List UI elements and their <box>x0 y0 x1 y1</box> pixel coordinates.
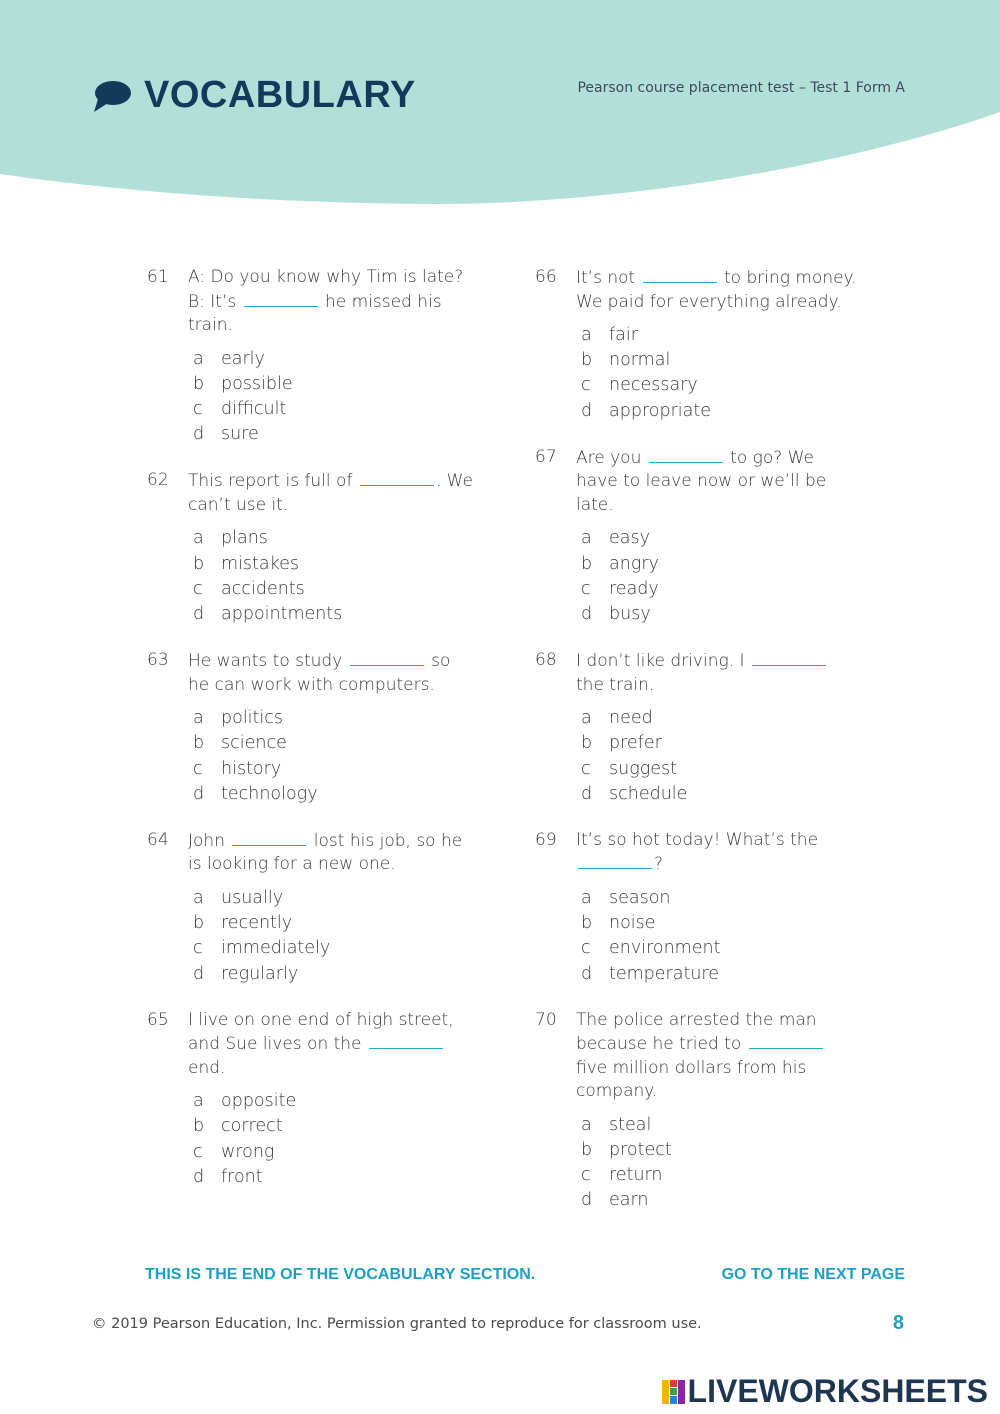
option-d[interactable]: d appointments <box>193 603 343 624</box>
section-end-note: THIS IS THE END OF THE VOCABULARY SECTION. <box>145 1266 536 1283</box>
question-text: Are you to go? We have to leave now or we’ll be late. <box>576 447 827 515</box>
answer-options <box>581 526 865 627</box>
option-a[interactable]: a need <box>581 708 653 729</box>
option-c[interactable]: c history <box>193 758 282 779</box>
option-d[interactable]: d front <box>193 1166 263 1187</box>
option-d[interactable]: d schedule <box>581 783 688 804</box>
answer-blank[interactable] <box>752 649 826 666</box>
option-c[interactable]: c suggest <box>581 758 677 779</box>
option-b[interactable]: b noise <box>581 913 656 934</box>
answer-blank[interactable] <box>749 1032 823 1049</box>
question-number: 70 <box>535 1009 557 1030</box>
liveworksheets-logo-icon <box>662 1378 686 1406</box>
answer-options <box>581 1113 865 1214</box>
question-text: I live on one end of high street, and Sue lives on the end. <box>188 1009 454 1078</box>
question-number: 61 <box>147 267 169 287</box>
question-text: I don’t like driving. I the train. <box>576 649 861 697</box>
answer-options <box>193 1089 477 1190</box>
option-b[interactable]: b normal <box>581 350 671 371</box>
question-number: 62 <box>147 470 169 491</box>
option-b[interactable]: b prefer <box>581 733 662 754</box>
question-number: 68 <box>535 650 557 671</box>
question-text: The police arrested the man because he tried to five million dollars from his company. <box>576 1009 861 1104</box>
question-68 <box>535 649 865 807</box>
question-text: A: Do you know why Tim is late? B: It’s he missed his train. <box>188 267 464 335</box>
option-a[interactable]: a plans <box>193 528 268 549</box>
option-a[interactable]: a season <box>581 887 671 908</box>
liveworksheets-brand[interactable] <box>662 1373 988 1410</box>
answer-blank[interactable] <box>244 290 318 307</box>
option-d[interactable]: d technology <box>193 783 318 804</box>
question-number: 65 <box>147 1009 169 1030</box>
option-d[interactable]: d earn <box>581 1190 649 1211</box>
answer-options <box>581 886 865 987</box>
answer-blank[interactable] <box>649 446 723 463</box>
next-page-link[interactable]: GO TO THE NEXT PAGE <box>721 1266 905 1283</box>
answer-options <box>581 706 865 807</box>
question-69 <box>535 829 865 987</box>
brand-name: LIVEWORKSHEETS <box>687 1373 988 1409</box>
question-text: It’s so hot today! What’s the ? <box>576 829 819 875</box>
answer-blank[interactable] <box>369 1032 443 1049</box>
section-title <box>92 74 416 117</box>
option-c[interactable]: c return <box>581 1165 663 1186</box>
option-c[interactable]: c wrong <box>193 1141 275 1162</box>
question-number: 63 <box>147 650 169 671</box>
answer-options <box>193 886 477 987</box>
questions-left-column <box>147 266 477 1212</box>
answer-blank[interactable] <box>232 829 306 846</box>
answer-blank[interactable] <box>578 852 652 869</box>
question-text: John lost his job, so he is looking for a new one. <box>188 830 463 875</box>
option-a[interactable]: a usually <box>193 887 284 908</box>
option-d[interactable]: d sure <box>193 424 259 445</box>
option-b[interactable]: b angry <box>581 553 659 574</box>
option-b[interactable]: b science <box>193 733 287 754</box>
question-65 <box>147 1009 477 1190</box>
option-d[interactable]: d temperature <box>581 963 719 984</box>
question-67 <box>535 446 865 627</box>
question-70 <box>535 1009 865 1214</box>
answer-options <box>581 323 865 424</box>
question-text: This report is full of . We can’t use it. <box>188 471 473 515</box>
speech-bubble-icon <box>92 78 132 114</box>
option-c[interactable]: c necessary <box>581 375 698 396</box>
option-a[interactable]: a opposite <box>193 1091 297 1112</box>
option-d[interactable]: d busy <box>581 603 651 624</box>
option-a[interactable]: a steal <box>581 1114 652 1135</box>
question-number: 66 <box>535 267 557 287</box>
answer-options <box>193 706 477 807</box>
answer-blank[interactable] <box>360 469 434 486</box>
option-b[interactable]: b protect <box>581 1139 672 1160</box>
option-a[interactable]: a easy <box>581 528 650 549</box>
question-text: He wants to study so he can work with computers. <box>188 651 451 695</box>
question-62 <box>147 469 477 627</box>
answer-options <box>193 526 477 627</box>
question-number: 67 <box>535 446 557 467</box>
question-61 <box>147 266 477 447</box>
option-b[interactable]: b possible <box>193 373 293 394</box>
option-a[interactable]: a fair <box>581 325 638 345</box>
option-c[interactable]: c accidents <box>193 578 305 599</box>
questions-right-column <box>535 266 865 1236</box>
copyright-notice: © 2019 Pearson Education, Inc. Permission granted to reproduce for classroom use. <box>92 1316 702 1332</box>
option-c[interactable]: c environment <box>581 938 721 959</box>
page-title: VOCABULARY <box>144 74 416 116</box>
question-66 <box>535 266 865 424</box>
option-d[interactable]: d appropriate <box>581 400 711 421</box>
question-number: 64 <box>147 829 169 850</box>
option-d[interactable]: d regularly <box>193 963 299 984</box>
option-c[interactable]: c ready <box>581 578 659 599</box>
test-name: Pearson course placement test – Test 1 Form A <box>577 80 905 96</box>
option-c[interactable]: c difficult <box>193 398 287 419</box>
option-c[interactable]: c immediately <box>193 938 331 959</box>
question-64 <box>147 829 477 987</box>
option-a[interactable]: a politics <box>193 708 284 729</box>
answer-blank[interactable] <box>350 649 424 666</box>
question-text: It’s not to bring money. We paid for everything already. <box>576 268 857 312</box>
question-number: 69 <box>535 829 557 850</box>
answer-options <box>193 347 477 448</box>
option-b[interactable]: b mistakes <box>193 553 300 574</box>
page-number: 8 <box>892 1312 904 1334</box>
option-a[interactable]: a early <box>193 348 265 369</box>
answer-blank[interactable] <box>643 266 717 283</box>
option-b[interactable]: b correct <box>193 1116 283 1137</box>
option-b[interactable]: b recently <box>193 913 293 934</box>
question-63 <box>147 649 477 807</box>
